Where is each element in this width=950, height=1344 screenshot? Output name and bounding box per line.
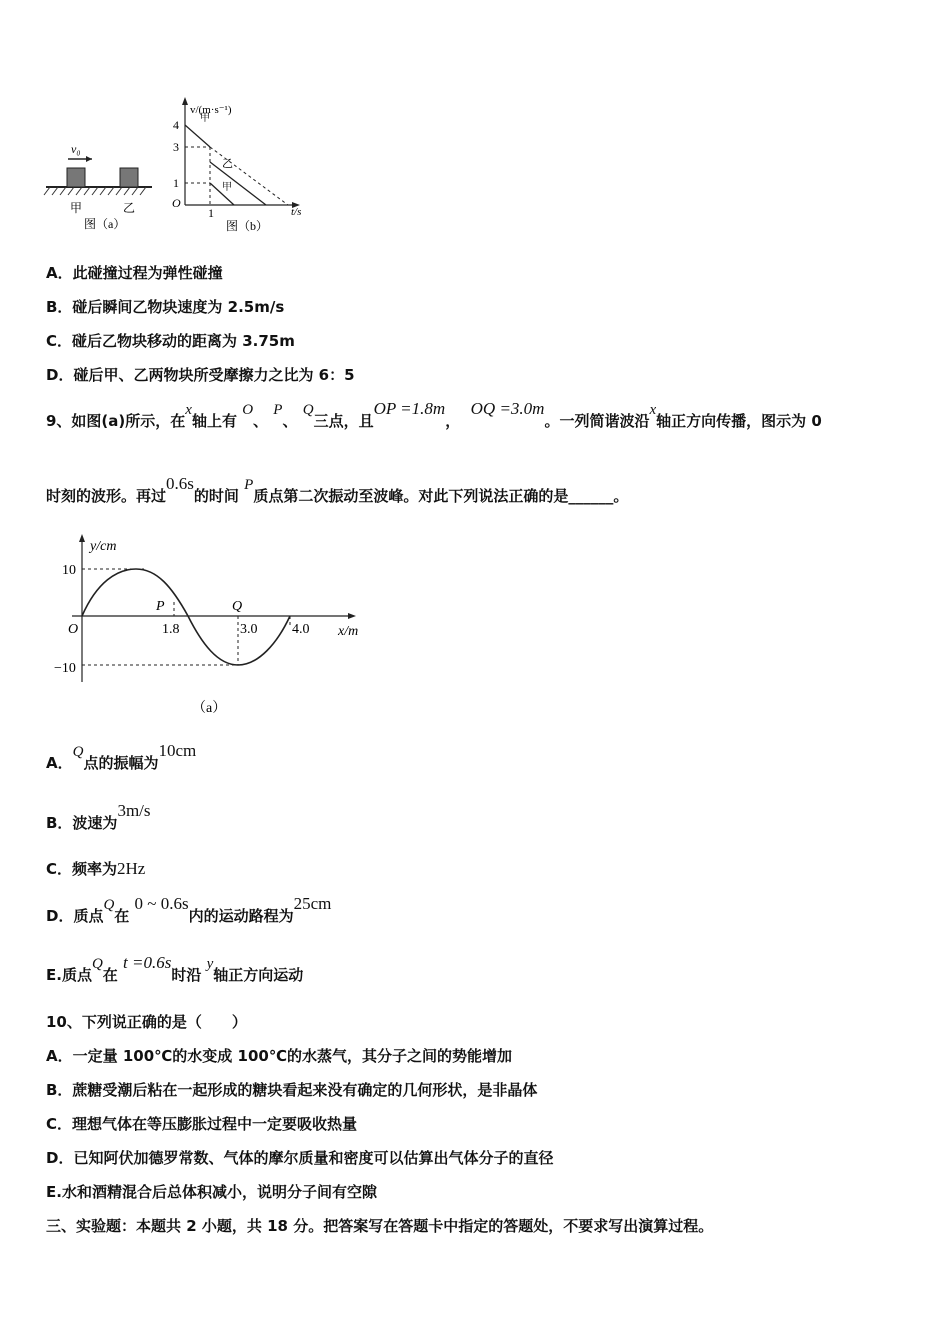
oq-value: OQ =3.0m	[470, 399, 545, 418]
curve-label-jia-top: 甲	[200, 113, 210, 124]
axis-v-label: v/(m·s⁻¹)	[190, 104, 232, 116]
figure-caption: （a）	[192, 701, 227, 716]
q10-option-b: B．蔗糖受潮后粘在一起形成的糖块看起来没有确定的几何形状，是非晶体	[46, 1081, 538, 1099]
var-p: P	[273, 402, 283, 418]
line-yi-after	[210, 162, 266, 205]
q9-stem-line1: 9、如图(a)所示，在x轴上有 O、 P、 Q三点，且OP =1.8m， OQ =3.0m。一列简谐波沿x轴正方向传播，图示为 0	[46, 399, 822, 430]
tick-x-1: 1	[208, 206, 214, 220]
q8-option-b: B．碰后瞬间乙物块速度为 2.5m/s	[46, 298, 285, 316]
op-value: OP =1.8m	[373, 399, 446, 418]
block-jia	[67, 168, 85, 187]
origin-label: O	[68, 622, 79, 637]
point-p-label: P	[156, 599, 165, 614]
q9-option-e: E.质点Q在 t =0.6s时沿 y轴正方向运动	[46, 953, 304, 984]
q9-option-a: A．Q点的振幅为10cm	[46, 741, 197, 772]
block-yi	[120, 168, 138, 187]
x-tick-3.0: 3.0	[240, 622, 258, 637]
label-jia: 甲	[70, 201, 83, 215]
label-yi: 乙	[123, 201, 136, 215]
q9-stem-line2: 时刻的波形。再过0.6s的时间 P质点第二次振动至波峰。对此下列说法正确的是______。	[46, 474, 629, 505]
axis-y-label: y/cm	[90, 539, 117, 554]
caption-a: 图（a）	[84, 217, 126, 231]
q9-option-d: D．质点Q在 0 ~ 0.6s内的运动路程为25cm	[46, 894, 332, 925]
line-jia-before	[185, 125, 210, 147]
y-tick-minus10: −10	[54, 661, 76, 676]
wave-curve	[82, 569, 290, 665]
curve-label-jia-bottom: 甲	[222, 182, 232, 193]
time-06s: 0.6s	[166, 474, 194, 493]
q10-stem: 10、下列说正确的是（ ）	[46, 1013, 247, 1031]
q10-option-a: A．一定量 100℃的水变成 100℃的水蒸气，其分子之间的势能增加	[46, 1047, 513, 1065]
var-x: x	[185, 402, 192, 418]
figure-8	[40, 95, 330, 245]
caption-b: 图（b）	[226, 219, 269, 233]
origin-label: O	[172, 196, 181, 210]
tick-4: 4	[173, 118, 179, 132]
x-tick-1.8: 1.8	[162, 622, 180, 637]
var-o: O	[242, 402, 254, 418]
tick-1: 1	[173, 176, 179, 190]
q8-option-d: D．碰后甲、乙两物块所受摩擦力之比为 6：5	[46, 366, 355, 384]
section-3-heading: 三、实验题：本题共 2 小题，共 18 分。把答案写在答题卡中指定的答题处，不要求写出演算过程。	[46, 1217, 714, 1235]
q10-option-e: E.水和酒精混合后总体积减小，说明分子间有空隙	[46, 1183, 377, 1201]
x-tick-4.0: 4.0	[292, 622, 310, 637]
q10-option-d: D．已知阿伏加德罗常数、气体的摩尔质量和密度可以估算出气体分子的直径	[46, 1149, 554, 1167]
q9-option-b: B．波速为3m/s	[46, 801, 151, 832]
var-q: Q	[302, 402, 314, 418]
q8-option-a: A．此碰撞过程为弹性碰撞	[46, 264, 223, 282]
tick-3: 3	[173, 140, 179, 154]
axis-t-label: t/s	[291, 206, 302, 218]
q9-option-c: C．频率为2Hz	[46, 859, 146, 878]
y-tick-10: 10	[62, 563, 76, 578]
figure-9-wave	[52, 532, 372, 722]
q10-option-c: C．理想气体在等压膨胀过程中一定要吸收热量	[46, 1115, 358, 1133]
axis-x-label: x/m	[338, 624, 359, 639]
v0-label: v₀	[71, 142, 81, 156]
curve-label-yi: 乙	[222, 158, 233, 170]
q8-option-c: C．碰后乙物块移动的距离为 3.75m	[46, 332, 295, 350]
point-q-label: Q	[232, 599, 243, 614]
